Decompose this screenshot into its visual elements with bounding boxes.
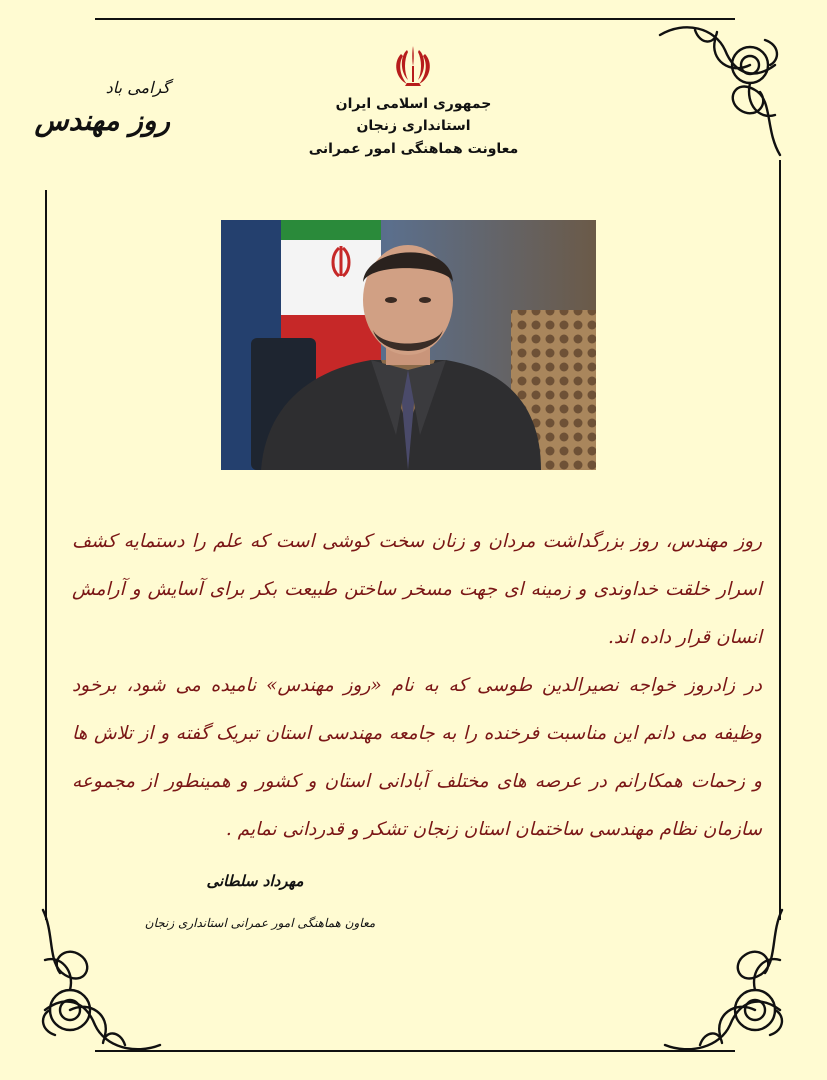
frame-right-line bbox=[779, 160, 781, 920]
ornament-icon bbox=[655, 20, 785, 160]
ornament-icon bbox=[660, 905, 790, 1055]
slogan-sub: گرامی باد bbox=[105, 78, 170, 97]
portrait-illustration bbox=[221, 220, 596, 470]
frame-bottom-line bbox=[95, 1050, 735, 1052]
header-department: معاونت هماهنگی امور عمرانی bbox=[308, 141, 519, 157]
slogan-main: روز مهندس bbox=[34, 104, 170, 137]
engineer-day-slogan bbox=[30, 78, 170, 158]
frame-top-line bbox=[95, 18, 735, 20]
header-governorate: استانداری زنجان bbox=[356, 118, 471, 134]
message-paragraph-1: روز مهندس، روز بزرگداشت مردان و زنان سخت کوشی است که علم را دستمایه کشف اسرار خلقت خداوندی و زمینه ای جهت مسخر ساختن طبیعت بکر برای آسایش و آرامش انسان قرار داده اند. bbox=[72, 531, 762, 648]
message-paragraph-2: در زادروز خواجه نصیرالدین طوسی که به نام «روز مهندس» نامیده می شود، برخود وظیفه می دانم این مناسبت فرخنده را به جامعه مهندسی استان تبریک گفته و از تلاش ها و زحمات همکارانم در عرصه های مختلف آبادانی استان و کشور و همینطور از مجموعه سازمان نظام مهندسی ساختمان استان زنجان تشکر و قدردانی نمایم . bbox=[72, 675, 762, 840]
signature-name: مهرداد سلطانی bbox=[206, 872, 304, 890]
congratulation-message bbox=[72, 518, 762, 854]
iran-emblem-icon bbox=[391, 42, 435, 90]
header-country: جمهوری اسلامی ایران bbox=[335, 96, 492, 112]
frame-left-line bbox=[45, 190, 47, 920]
signature-title: معاون هماهنگی امور عمرانی استانداری زنجان bbox=[144, 916, 376, 930]
portrait-photo bbox=[221, 220, 596, 470]
